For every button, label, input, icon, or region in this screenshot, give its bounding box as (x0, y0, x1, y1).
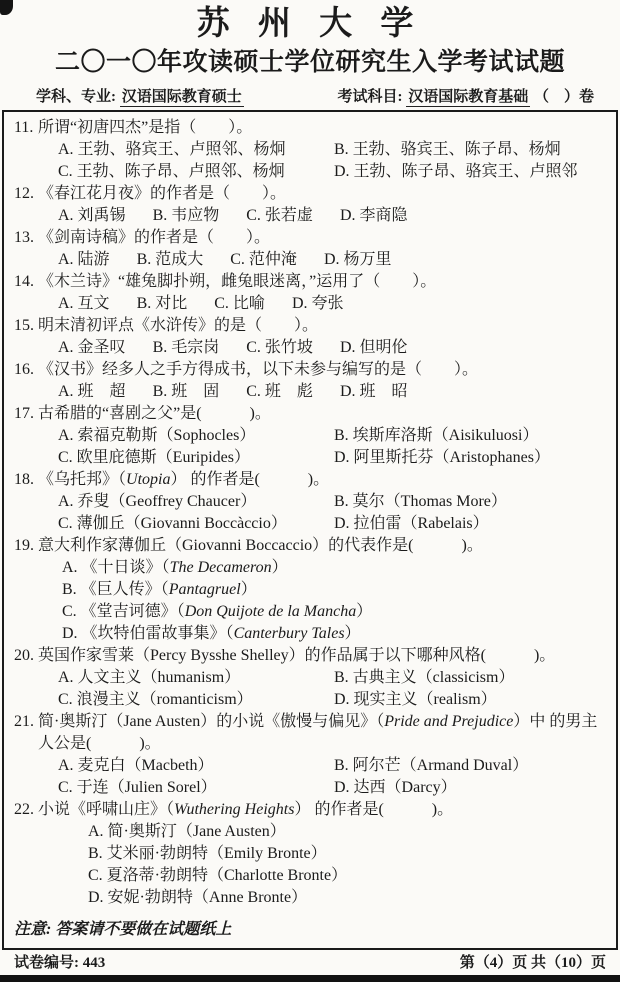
scan-artifact-bottom-bar (0, 975, 620, 982)
question-stem (10, 469, 610, 491)
question-21 (10, 711, 610, 799)
question-stem (10, 271, 610, 293)
option-c: C. 欧里庇德斯（Euripides） (58, 449, 250, 466)
question-22 (10, 799, 610, 909)
question-number: 18. (14, 471, 34, 488)
option-c: C. 张竹坡 (246, 339, 313, 356)
question-number: 13. (14, 229, 34, 246)
option-a: A. 刘禹锡 (58, 207, 126, 224)
option-b: B. 毛宗岗 (152, 339, 220, 356)
question-stem-text: 《乌托邦》（Utopia） 的作者是( )。 (38, 471, 330, 488)
option-d: D. 安妮·勃朗特（Anne Bronte） (88, 889, 308, 906)
option-b: B. 王勃、骆宾王、陈子昂、杨炯 (334, 141, 561, 158)
option-b: B. 古典主义（classicism） (334, 669, 515, 686)
option-d: D. 《坎特伯雷故事集》（Canterbury Tales） (62, 625, 361, 642)
question-list (10, 117, 610, 909)
option-a: A. 《十日谈》（The Decameron） (62, 559, 288, 576)
question-11 (10, 117, 610, 183)
option-c: C. 薄伽丘（Giovanni Boccàccio） (58, 515, 287, 532)
question-stem-text: 《春江花月夜》的作者是（ ）。 (38, 185, 287, 202)
question-stem (10, 315, 610, 337)
question-18 (10, 469, 610, 535)
option-d: D. 现实主义（realism） (334, 691, 497, 708)
option-c: C. 夏洛蒂·勃朗特（Charlotte Bronte） (88, 867, 348, 884)
subject-field (36, 86, 244, 108)
question-number: 14. (14, 273, 34, 290)
option-b: B. 《巨人传》（Pantagruel） (62, 581, 257, 598)
option-c: C. 浪漫主义（romanticism） (58, 691, 253, 708)
exam-title: 二〇一〇年攻读硕士学位研究生入学考试试题 (54, 49, 565, 76)
question-stem (10, 359, 610, 381)
option-d: D. 李商隐 (339, 207, 408, 224)
option-c: C. 班 彪 (246, 383, 313, 400)
option-row (10, 293, 610, 315)
option-row (10, 249, 610, 271)
question-number: 15. (14, 317, 34, 334)
option-row (10, 447, 610, 469)
option-row (10, 557, 610, 579)
paper-number: 试卷编号: 443 (14, 955, 106, 971)
option-a: A. 金圣叹 (58, 339, 126, 356)
option-row (10, 139, 610, 161)
option-row (10, 755, 610, 777)
course-field (337, 86, 594, 108)
question-number: 16. (14, 361, 34, 378)
notice-text: 注意: 答案请不要做在试题纸上 (14, 921, 232, 938)
course-label: 考试科目: (337, 89, 407, 105)
page-indicator: 第（4）页 共（10）页 (459, 955, 606, 971)
subject-label: 学科、专业: (36, 89, 120, 105)
question-box (2, 110, 618, 950)
option-b: B. 范成大 (136, 251, 204, 268)
exam-meta-line (0, 86, 620, 108)
option-b: B. 班 固 (152, 383, 220, 400)
question-stem-text: 《木兰诗》“雄兔脚扑朔，雌兔眼迷离，”运用了（ ）。 (38, 273, 437, 290)
question-stem (10, 711, 610, 755)
question-15 (10, 315, 610, 359)
question-stem (10, 117, 610, 139)
option-d: D. 班 昭 (339, 383, 408, 400)
option-row (10, 865, 610, 887)
question-stem-text: 意大利作家薄伽丘（Giovanni Boccaccio）的代表作是( )。 (38, 537, 483, 554)
option-c: C. 于连（Julien Sorel） (58, 779, 217, 796)
option-c: C. 《堂吉诃德》（Don Quijote de la Mancha） (62, 603, 373, 620)
question-stem (10, 403, 610, 425)
option-a: A. 班 超 (58, 383, 126, 400)
option-d: D. 但明伦 (339, 339, 408, 356)
option-row (10, 689, 610, 711)
question-stem-text: 《剑南诗稿》的作者是（ ）。 (38, 229, 271, 246)
option-row (10, 425, 610, 447)
question-stem-text: 所谓“初唐四杰”是指（ ）。 (38, 119, 253, 136)
option-c: C. 范仲淹 (230, 251, 297, 268)
question-number: 21. (14, 713, 34, 730)
option-row (10, 337, 610, 359)
university-title: 苏 州 大 学 (196, 6, 424, 42)
option-a: A. 陆游 (58, 251, 110, 268)
option-b: B. 莫尔（Thomas More） (334, 493, 507, 510)
option-a: A. 简·奥斯汀（Jane Austen） (88, 823, 286, 840)
option-row (10, 623, 610, 645)
option-row (10, 205, 610, 227)
question-stem-text: 明末清初评点《水浒传》的是（ ）。 (38, 317, 319, 334)
page-footer (0, 950, 620, 974)
option-a: A. 乔叟（Geoffrey Chaucer） (58, 493, 257, 510)
option-c: C. 王勃、陈子昂、卢照邻、杨炯 (58, 163, 285, 180)
option-row (10, 513, 610, 535)
option-b: B. 阿尔芒（Armand Duval） (334, 757, 529, 774)
option-d: D. 拉伯雷（Rabelais） (334, 515, 489, 532)
question-stem-text: 古希腊的“喜剧之父”是( )。 (38, 405, 271, 422)
question-number: 19. (14, 537, 34, 554)
option-row (10, 843, 610, 865)
option-a: A. 索福克勒斯（Sophocles） (58, 427, 256, 444)
option-d: D. 阿里斯托芬（Aristophanes） (334, 449, 550, 466)
question-stem-text: 英国作家雪莱（Percy Bysshe Shelley）的作品属于以下哪种风格( )。 (38, 647, 556, 664)
question-17 (10, 403, 610, 469)
question-stem (10, 535, 610, 557)
question-stem (10, 799, 610, 821)
question-number: 12. (14, 185, 34, 202)
option-row (10, 579, 610, 601)
option-b: B. 韦应物 (152, 207, 220, 224)
question-14 (10, 271, 610, 315)
option-row (10, 667, 610, 689)
paper-volume-suffix: （ ）卷 (533, 89, 594, 105)
question-number: 17. (14, 405, 34, 422)
question-stem (10, 183, 610, 205)
question-stem-text: 简·奥斯汀（Jane Austen）的小说《傲慢与偏见》（Pride and Prejudice）中 的男主人公是( )。 (38, 713, 598, 752)
option-row (10, 777, 610, 799)
course-value: 汉语国际教育基础 (408, 89, 529, 105)
option-row (10, 821, 610, 843)
option-c: C. 比喻 (214, 295, 265, 312)
option-b: B. 艾米丽·勃朗特（Emily Bronte） (88, 845, 327, 862)
option-b: B. 埃斯库洛斯（Aisikuluosi） (334, 427, 539, 444)
option-a: A. 麦克白（Macbeth） (58, 757, 214, 774)
option-d: D. 杨万里 (323, 251, 392, 268)
question-stem (10, 645, 610, 667)
question-12 (10, 183, 610, 227)
option-a: A. 王勃、骆宾王、卢照邻、杨炯 (58, 141, 286, 158)
option-row (10, 887, 610, 909)
option-b: B. 对比 (136, 295, 188, 312)
option-row (10, 601, 610, 623)
question-stem (10, 227, 610, 249)
question-16 (10, 359, 610, 403)
subject-value: 汉语国际教育硕士 (121, 89, 242, 105)
option-c: C. 张若虚 (246, 207, 313, 224)
question-20 (10, 645, 610, 711)
option-d: D. 夸张 (291, 295, 344, 312)
option-row (10, 161, 610, 183)
option-d: D. 达西（Darcy） (334, 779, 457, 796)
option-row (10, 381, 610, 403)
option-a: A. 互文 (58, 295, 110, 312)
question-stem-text: 《汉书》经多人之手方得成书，以下未参与编写的是（ ）。 (38, 361, 479, 378)
question-number: 22. (14, 801, 34, 818)
question-number: 20. (14, 647, 34, 664)
question-19 (10, 535, 610, 645)
option-d: D. 王勃、陈子昂、骆宾王、卢照邻 (334, 163, 578, 180)
option-a: A. 人文主义（humanism） (58, 669, 241, 686)
question-number: 11. (14, 119, 34, 136)
option-row (10, 491, 610, 513)
question-13 (10, 227, 610, 271)
question-stem-text: 小说《呼啸山庄》（Wuthering Heights） 的作者是( )。 (38, 801, 454, 818)
